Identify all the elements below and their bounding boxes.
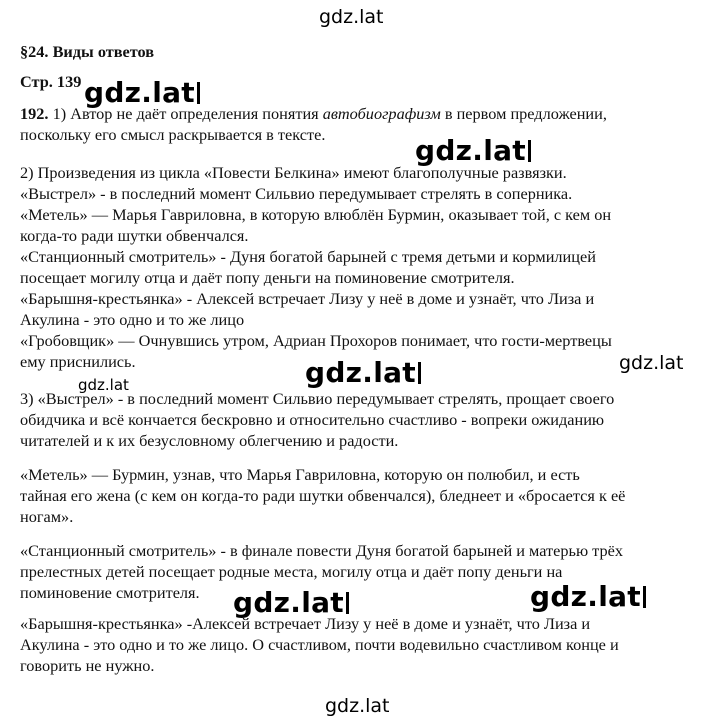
task-number: 192. bbox=[20, 104, 53, 123]
answer-line-17: тайная его жена (с кем он когда-то ради шутки обвенчался), бледнеет и «бросается к её bbox=[20, 486, 626, 505]
section-heading: §24. Виды ответов bbox=[20, 42, 155, 61]
watermark-small: gdz.lat bbox=[619, 352, 684, 374]
watermark-top: gdz.lat bbox=[319, 6, 384, 28]
watermark-overlay: gdz.lat bbox=[415, 134, 531, 167]
answer-line-10: Акулина - это одно и то же лицо bbox=[20, 310, 245, 329]
watermark-small: gdz.lat bbox=[78, 376, 129, 394]
answer-line-19: «Станционный смотритель» - в финале повести Дуня богатой барыней и матерью трёх bbox=[20, 541, 624, 560]
watermark-overlay: gdz.lat bbox=[84, 76, 200, 109]
line-text: 1) Автор не даёт определения понятия bbox=[52, 104, 323, 123]
emphasized-term: автобиографизм bbox=[322, 104, 441, 123]
answer-line-20: прелестных детей посещает родные места, могилу отца и даёт попу деньги на bbox=[20, 562, 563, 581]
watermark-overlay: gdz.lat bbox=[233, 586, 349, 619]
answer-line-13: 3) «Выстрел» - в последний момент Сильвио передумывает стрелять, прощает своего bbox=[20, 389, 615, 408]
answer-line-21: поминовение смотрителя. bbox=[20, 583, 200, 602]
answer-line-11: «Гробовщик» — Очнувшись утром, Адриан Прохоров понимает, что гости-мертвецы bbox=[20, 331, 612, 350]
watermark-overlay: gdz.lat bbox=[530, 580, 646, 613]
answer-line-5: «Метель» — Марья Гавриловна, в которую влюблён Бурмин, оказывает той, с кем он bbox=[20, 205, 612, 224]
answer-line-22: «Барышня-крестьянка» -Алексей встречает Лизу у неё в доме и узнаёт, что Лиза и bbox=[20, 614, 591, 633]
answer-line-24: говорить не нужно. bbox=[20, 656, 155, 675]
answer-line-7: «Станционный смотритель» - Дуня богатой барыней с тремя детьми и кормилицей bbox=[20, 247, 596, 266]
answer-line-4: «Выстрел» - в последний момент Сильвио передумывает стрелять в соперника. bbox=[20, 184, 573, 203]
answer-line-14: обидчика и всё кончается бескровно и относительно счастливо - вопреки ожиданию bbox=[20, 410, 605, 429]
answer-line-9: «Барышня-крестьянка» - Алексей встречает Лизу у неё в доме и узнаёт, что Лиза и bbox=[20, 289, 595, 308]
answer-line-6: когда-то ради шутки обвенчался. bbox=[20, 226, 249, 245]
answer-line-2: поскольку его смысл раскрывается в тексте. bbox=[20, 125, 326, 144]
answer-line-18: ногам». bbox=[20, 507, 74, 526]
line-text-end: в первом предложении, bbox=[440, 104, 607, 123]
answer-line-16: «Метель» — Бурмин, узнав, что Марья Гавриловна, которую он полюбил, и есть bbox=[20, 465, 580, 484]
answer-line-8: посещает могилу отца и даёт попу деньги на поминовение смотрителя. bbox=[20, 268, 515, 287]
answer-line-15: читателей и к их безусловному облегчению и радости. bbox=[20, 431, 399, 450]
answer-line-23: Акулина - это одно и то же лицо. О счастливом, почти водевильно счастливом конце и bbox=[20, 635, 619, 654]
watermark-overlay: gdz.lat bbox=[305, 356, 421, 389]
answer-line-3: 2) Произведения из цикла «Повести Белкина» имеют благополучные развязки. bbox=[20, 163, 567, 182]
watermark-bottom: gdz.lat bbox=[325, 695, 390, 717]
page-reference: Стр. 139 bbox=[20, 72, 82, 91]
answer-line-12: ему приснились. bbox=[20, 352, 136, 371]
